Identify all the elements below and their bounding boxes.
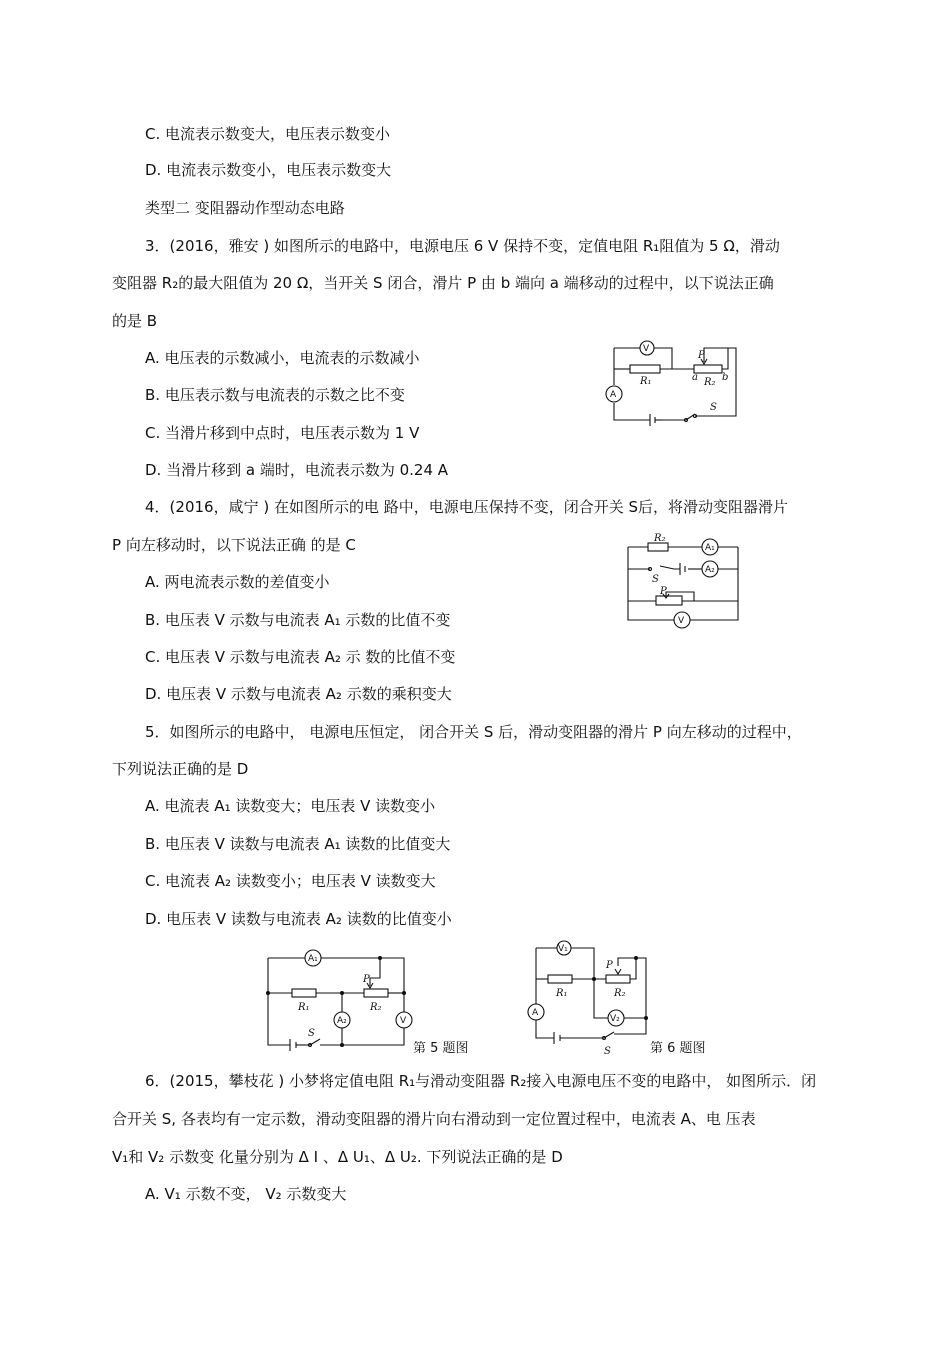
r2-label: R₂ — [614, 988, 626, 999]
figure-6-caption: 第 6 题图 — [650, 1041, 706, 1056]
circuit-diagram-q4 — [620, 530, 750, 630]
q3-option-a: A. 电压表的示数减小，电流表的示数减小 — [145, 349, 420, 367]
q5-option-c: C. 电流表 A₂ 读数变小；电压表 V 读数变大 — [145, 872, 436, 890]
q5-stem-2: 下列说法正确的是 D — [112, 760, 249, 778]
q4-option-d: D. 电压表 V 示数与电流表 A₂ 示数的乘积变大 — [145, 685, 452, 703]
q5-stem-1: 5．如图所示的电路中， 电源电压恒定， 闭合开关 S 后，滑动变阻器的滑片 P 向左移动的过程中， — [145, 723, 802, 741]
q4-option-a: A. 两电流表示数的差值变小 — [145, 573, 330, 591]
q5-option-d: D. 电压表 V 读数与电流表 A₂ 读数的比值变小 — [145, 910, 452, 928]
q3-stem-1: 3．(2016，雅安 ) 如图所示的电路中，电源电压 6 V 保持不变，定值电阻 R₁阻值为 5 Ω，滑动 — [145, 237, 780, 255]
q6-stem-2: 合开关 S, 各表均有一定示数，滑动变阻器的滑片向右滑动到一定位置过程中，电流表 A、电 压表 — [112, 1110, 756, 1128]
p-label: P — [606, 960, 613, 971]
voltmeter-label: V — [400, 1016, 407, 1026]
p-label: P — [660, 586, 667, 597]
q6-option-a: A. V₁ 示数不变， V₂ 示数变大 — [145, 1185, 347, 1203]
voltmeter-label: V — [678, 616, 685, 626]
q3-option-d: D. 当滑片移到 a 端时，电流表示数为 0.24 A — [145, 461, 449, 479]
option-c: C. 电流表示数变大，电压表示数变小 — [145, 125, 391, 143]
q4-stem-2: P 向左移动时，以下说法正确 的是 C — [112, 536, 356, 554]
switch-label: S — [308, 1028, 315, 1039]
ammeter-a1-label: A₁ — [308, 954, 318, 964]
circuit-diagram-q3 — [600, 338, 750, 428]
ammeter-a2-label: A₂ — [705, 565, 715, 575]
p-label: P — [698, 350, 705, 361]
p-label: P — [363, 974, 370, 985]
option-d: D. 电流表示数变小，电压表示数变大 — [145, 161, 392, 179]
circuit-diagram-q5 — [260, 948, 415, 1053]
ammeter-label: A — [532, 1008, 539, 1018]
voltmeter-v1-label: V₁ — [558, 944, 568, 954]
q5-option-a: A. 电流表 A₁ 读数变大；电压表 V 读数变小 — [145, 797, 436, 815]
q4-stem-1: 4．(2016，咸宁 ) 在如图所示的电 路中，电源电压保持不变，闭合开关 S后，将滑动变阻器滑片 — [145, 498, 789, 516]
ammeter-label: A — [610, 390, 617, 400]
voltmeter-v2-label: V₂ — [610, 1014, 620, 1024]
q3-stem-3: 的是 B — [112, 312, 158, 330]
switch-label: S — [710, 402, 717, 413]
q3-option-b: B. 电压表示数与电流表的示数之比不变 — [145, 386, 405, 404]
voltmeter-label: V — [643, 344, 650, 354]
q6-stem-1: 6．(2015，攀枝花 ) 小梦将定值电阻 R₁与滑动变阻器 R₂接入电源电压不变的电路中， 如图所示．闭 — [145, 1072, 817, 1090]
a-end-label: a — [692, 372, 698, 383]
switch-label: S — [652, 574, 659, 585]
section-heading: 类型二 变阻器动作型动态电路 — [145, 199, 345, 217]
circuit-diagram-q6 — [520, 938, 665, 1058]
q4-option-b: B. 电压表 V 示数与电流表 A₁ 示数的比值不变 — [145, 611, 451, 629]
r2-label: R₂ — [654, 533, 666, 544]
q3-stem-2: 变阻器 R₂的最大阻值为 20 Ω，当开关 S 闭合，滑片 P 由 b 端向 a 端移动的过程中，以下说法正确 — [112, 274, 774, 292]
q5-option-b: B. 电压表 V 读数与电流表 A₁ 读数的比值变大 — [145, 835, 451, 853]
b-end-label: b — [722, 372, 729, 383]
r2-label: R₂ — [370, 1002, 382, 1013]
switch-label: S — [604, 1046, 611, 1057]
r1-label: R₁ — [640, 376, 652, 387]
r2-label: R₂ — [704, 377, 716, 388]
r1-label: R₁ — [298, 1002, 310, 1013]
q4-option-c: C. 电压表 V 示数与电流表 A₂ 示 数的比值不变 — [145, 648, 456, 666]
q3-option-c: C. 当滑片移到中点时，电压表示数为 1 V — [145, 424, 420, 442]
ammeter-a1-label: A₁ — [705, 543, 715, 553]
ammeter-a2-label: A₂ — [337, 1016, 347, 1026]
r1-label: R₁ — [556, 988, 568, 999]
q6-stem-3: V₁和 V₂ 示数变 化量分别为 Δ I 、Δ U₁、Δ U₂. 下列说法正确的是 D — [112, 1148, 563, 1166]
figure-5-caption: 第 5 题图 — [413, 1041, 469, 1056]
